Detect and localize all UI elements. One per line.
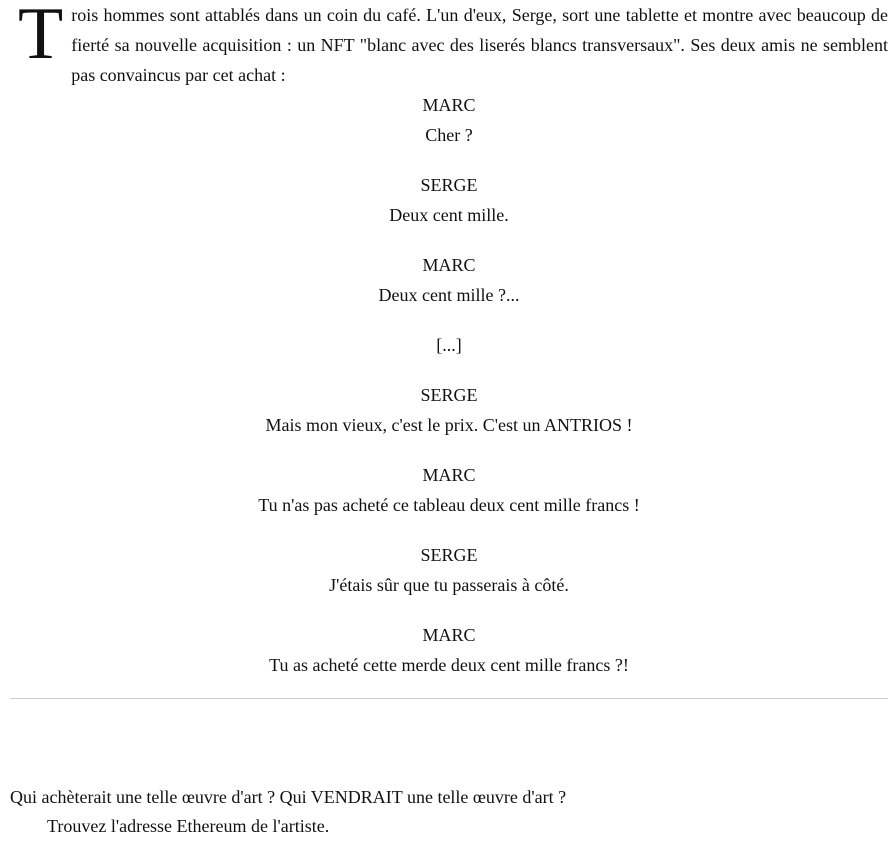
dialogue-line: Cher ? bbox=[425, 125, 473, 145]
drop-cap-letter: T bbox=[18, 0, 64, 75]
speaker-name: MARC bbox=[422, 255, 476, 275]
speaker-name: MARC bbox=[422, 95, 476, 115]
speaker-name: MARC bbox=[422, 625, 476, 645]
dialogue-line: Tu n'as pas acheté ce tableau deux cent mille francs ! bbox=[258, 495, 640, 515]
ellipsis-text: [...] bbox=[436, 335, 462, 355]
challenge-hint: Trouvez l'adresse Ethereum de l'artiste. bbox=[47, 816, 330, 836]
dialogue-block bbox=[10, 90, 888, 150]
dialogue-block bbox=[10, 620, 888, 680]
speaker-name: MARC bbox=[422, 465, 476, 485]
challenge-question: Qui achèterait une telle œuvre d'art ? Qui VENDRAIT une telle œuvre d'art ? bbox=[10, 787, 567, 807]
dialogue-script bbox=[10, 90, 888, 700]
intro-text: rois hommes sont attablés dans un coin du café. L'un d'eux, Serge, sort une tablette et montre avec beaucoup de fierté sa nouvelle acquisition : un NFT "blanc avec des liserés blancs transversaux". Ses deux amis ne semblent pas convaincus par cet achat : bbox=[71, 5, 888, 85]
dialogue-block bbox=[10, 460, 888, 520]
dialogue-line: Tu as acheté cette merde deux cent mille francs ?! bbox=[269, 655, 629, 675]
dialogue-block bbox=[10, 250, 888, 310]
dialogue-line: J'étais sûr que tu passerais à côté. bbox=[329, 575, 569, 595]
dialogue-line: Mais mon vieux, c'est le prix. C'est un ANTRIOS ! bbox=[265, 415, 633, 435]
speaker-name: SERGE bbox=[420, 385, 478, 405]
dialogue-line: Deux cent mille. bbox=[389, 205, 509, 225]
dialogue-line: Deux cent mille ?... bbox=[378, 285, 520, 305]
dialogue-ellipsis bbox=[10, 330, 888, 360]
dialogue-block bbox=[10, 540, 888, 600]
section-divider bbox=[10, 698, 888, 699]
dialogue-block bbox=[10, 380, 888, 440]
speaker-name: SERGE bbox=[420, 545, 478, 565]
intro-paragraph bbox=[10, 0, 888, 90]
speaker-name: SERGE bbox=[420, 175, 478, 195]
dialogue-block bbox=[10, 170, 888, 230]
